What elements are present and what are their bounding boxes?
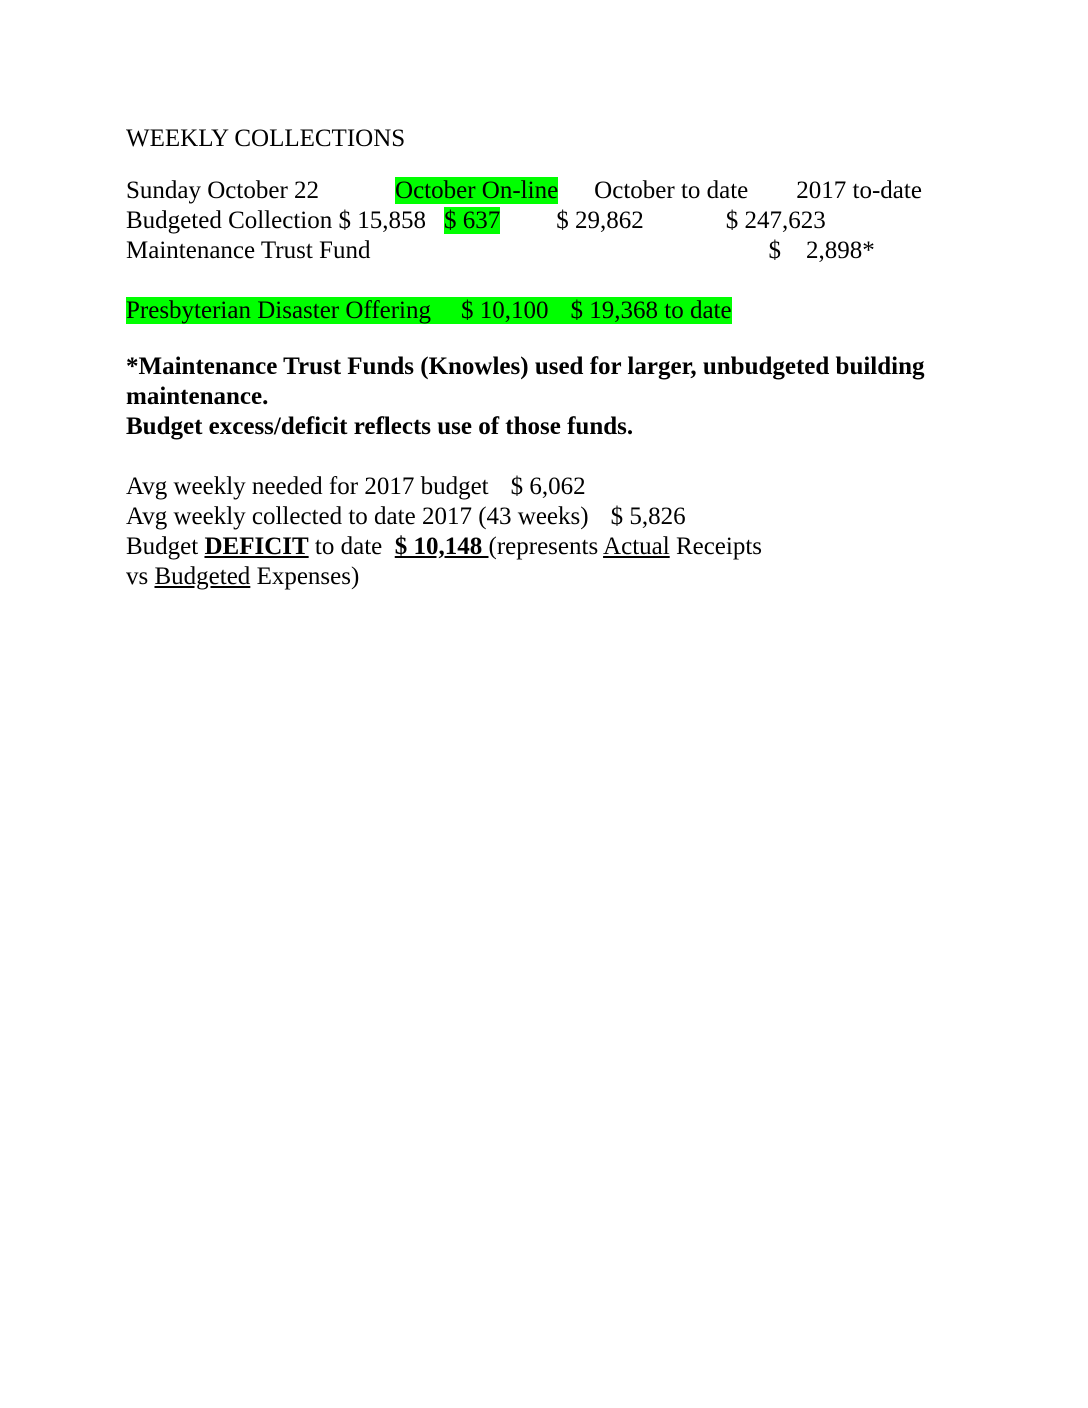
deficit-budgeted-word: Budgeted [154,563,251,590]
table-row [126,236,986,266]
row-budgeted-sunday: $ 15,858 [338,207,426,234]
row-budgeted-online: $ 637 [443,207,501,234]
row-maintenance-2017-to-date: $ 2,898* [768,237,875,264]
document-body [126,124,986,592]
notes-block [126,352,986,442]
deficit-row [126,532,986,562]
deficit-mid: to date [308,533,395,560]
header-col-online: October On-line [395,177,559,204]
header-col-october-to-date: October to date [594,177,749,204]
avg-collected-row [126,502,986,532]
deficit-word: DEFICIT [204,533,309,560]
disaster-offering-text [126,297,732,324]
row-label-budgeted-collection: Budgeted Collection [126,207,333,234]
disaster-offering-amount: $ 10,100 [461,297,549,324]
disaster-offering-label: Presbyterian Disaster Offering [126,297,432,324]
deficit-line2-suffix: Expenses) [250,563,360,590]
table-header-row [126,176,986,206]
row-budgeted-october-to-date: $ 29,862 [556,207,644,234]
avg-collected-value: $ 5,826 [610,503,686,530]
avg-collected-label: Avg weekly collected to date 2017 (43 weeks) [126,503,589,530]
table-row [126,206,986,236]
row-budgeted-2017-to-date: $ 247,623 [725,207,826,234]
page-title: WEEKLY COLLECTIONS [126,125,406,152]
deficit-suffix-open: (represents [488,533,604,560]
deficit-receipts-word: Receipts [669,533,763,560]
header-col-sunday: Sunday October 22 [126,177,320,204]
disaster-offering-to-date: $ 19,368 to date [570,297,732,324]
header-col-2017-to-date: 2017 to-date [796,177,922,204]
avg-needed-value: $ 6,062 [510,473,586,500]
spacer [126,442,986,472]
deficit-row-continued [126,562,986,592]
row-label-maintenance-trust-fund: Maintenance Trust Fund [126,237,371,264]
note-line: maintenance. [126,383,269,410]
spacer [126,326,986,352]
avg-needed-row [126,472,986,502]
note-line: Budget excess/deficit reflects use of those funds. [126,413,634,440]
deficit-value: $ 10,148 [394,533,489,560]
note-line: *Maintenance Trust Funds (Knowles) used for larger, unbudgeted building [126,353,925,380]
deficit-line2-prefix: vs [126,563,155,590]
spacer [126,266,986,296]
deficit-prefix: Budget [126,533,205,560]
avg-needed-label: Avg weekly needed for 2017 budget [126,473,489,500]
disaster-offering-row [126,296,986,326]
deficit-actual-word: Actual [603,533,670,560]
